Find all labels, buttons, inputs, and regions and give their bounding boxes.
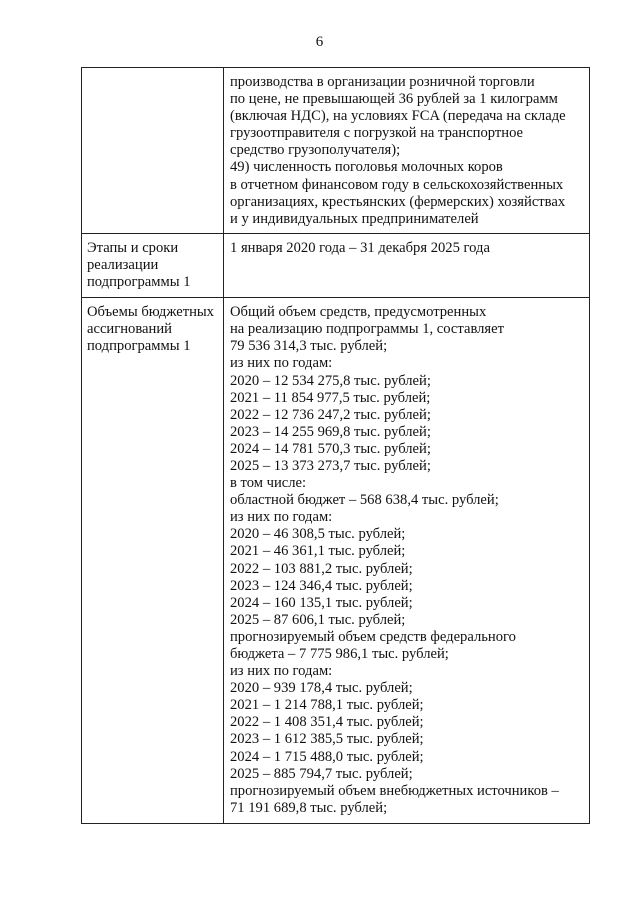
content-text-line: в том числе: bbox=[230, 475, 307, 492]
content-text-line: производства в организации розничной торговли bbox=[230, 74, 535, 90]
content-text-line: Общий объем средств, предусмотренных bbox=[230, 304, 487, 321]
content-text-line: областной бюджет – 568 638,4 тыс. рублей; bbox=[230, 492, 499, 509]
label-cell-stages bbox=[82, 233, 224, 297]
content-text-line: прогнозируемый объем внебюджетных источников – bbox=[230, 782, 559, 799]
content-text-line: 2020 – 46 308,5 тыс. рублей; bbox=[230, 526, 406, 543]
content-text-line: 2023 – 124 346,4 тыс. рублей; bbox=[230, 577, 413, 594]
label-text-line: реализации bbox=[87, 256, 159, 273]
content-text-line: организациях, крестьянских (фермерских) хозяйствах bbox=[230, 193, 566, 210]
page-number: 6 bbox=[315, 34, 324, 50]
content-text-line: грузоотправителя с погрузкой на транспортное bbox=[230, 125, 524, 142]
content-cell-stages bbox=[224, 233, 590, 297]
content-text-line: (включая НДС), на условиях FCA (передача на складе bbox=[230, 108, 566, 125]
content-text-line: 2025 – 13 373 273,7 тыс. рублей; bbox=[230, 457, 431, 474]
label-text-line: Объемы бюджетных bbox=[87, 304, 214, 321]
content-text-line: 2023 – 14 255 969,8 тыс. рублей; bbox=[230, 423, 431, 440]
content-text-line: бюджета – 7 775 986,1 тыс. рублей; bbox=[230, 646, 449, 662]
content-text-line: 2020 – 12 534 275,8 тыс. рублей; bbox=[230, 372, 431, 389]
content-text-line: из них по годам: bbox=[230, 663, 333, 680]
content-text-line: 2025 – 87 606,1 тыс. рублей; bbox=[230, 611, 406, 628]
program-passport-table bbox=[81, 67, 590, 824]
content-text-line: 2024 – 160 135,1 тыс. рублей; bbox=[230, 594, 413, 611]
content-text-line: в отчетном финансовом году в сельскохозяйственных bbox=[230, 176, 564, 193]
content-text-line: 2021 – 1 214 788,1 тыс. рублей; bbox=[230, 697, 424, 714]
content-text-line: 49) численность поголовья молочных коров bbox=[230, 159, 503, 176]
content-text-line: 1 января 2020 года – 31 декабря 2025 года bbox=[230, 239, 490, 256]
label-text-line: подпрограммы 1 bbox=[87, 338, 191, 355]
content-text-line: и у индивидуальных предпринимателей bbox=[230, 210, 479, 227]
content-text-line: по цене, не превышающей 36 рублей за 1 килограмм bbox=[230, 91, 558, 108]
content-text-line: на реализацию подпрограммы 1, составляет bbox=[230, 321, 504, 338]
content-text-line: 2021 – 11 854 977,5 тыс. рублей; bbox=[230, 389, 431, 406]
label-text-line: ассигнований bbox=[87, 321, 172, 338]
content-text-line: из них по годам: bbox=[230, 355, 333, 372]
content-text-line: 2022 – 12 736 247,2 тыс. рублей; bbox=[230, 406, 431, 423]
content-text-line: 2022 – 1 408 351,4 тыс. рублей; bbox=[230, 714, 424, 731]
content-text-line: 71 191 689,8 тыс. рублей; bbox=[230, 799, 388, 816]
label-cell-budget bbox=[82, 298, 224, 824]
content-text-line: 2025 – 885 794,7 тыс. рублей; bbox=[230, 765, 413, 782]
label-text-line: Этапы и сроки bbox=[87, 239, 179, 256]
table-row-stages bbox=[82, 233, 590, 297]
content-text-line: 2020 – 939 178,4 тыс. рублей; bbox=[230, 680, 413, 697]
content-text-line: 2021 – 46 361,1 тыс. рублей; bbox=[230, 543, 406, 560]
content-text-line: средство грузополучателя); bbox=[230, 142, 401, 159]
content-text-line: 2024 – 1 715 488,0 тыс. рублей; bbox=[230, 748, 424, 765]
content-text-line: прогнозируемый объем средств федерального bbox=[230, 628, 516, 645]
content-cell-indicators bbox=[224, 68, 590, 234]
table-row-budget bbox=[82, 298, 590, 824]
content-text-line: 2023 – 1 612 385,5 тыс. рублей; bbox=[230, 731, 424, 748]
content-text-line: из них по годам: bbox=[230, 509, 333, 526]
label-cell-empty bbox=[82, 68, 224, 234]
table-row-continuation bbox=[82, 68, 590, 234]
content-text-line: 2024 – 14 781 570,3 тыс. рублей; bbox=[230, 440, 431, 457]
content-text-line: 79 536 314,3 тыс. рублей; bbox=[230, 338, 388, 355]
content-text-line: 2022 – 103 881,2 тыс. рублей; bbox=[230, 560, 413, 577]
label-text-line: подпрограммы 1 bbox=[87, 274, 191, 291]
content-cell-budget bbox=[224, 298, 590, 824]
